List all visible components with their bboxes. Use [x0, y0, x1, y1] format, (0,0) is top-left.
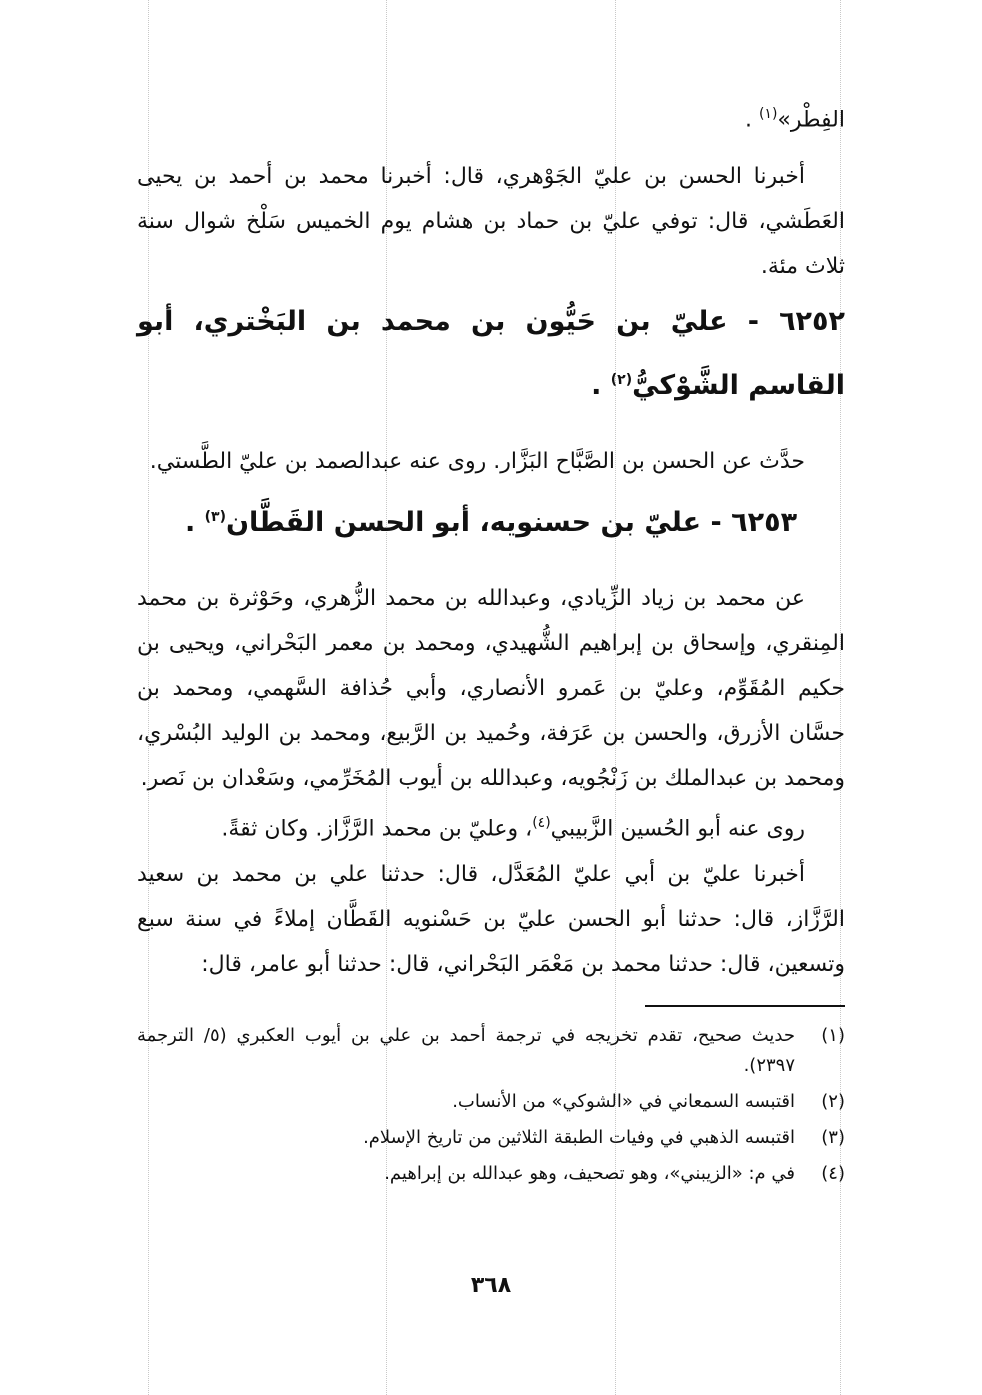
- page-number: ٣٦٨: [470, 1273, 512, 1298]
- footnote-ref-4[interactable]: (٤): [532, 815, 551, 832]
- footnotes: [137, 1021, 845, 1189]
- footnote-ref-2[interactable]: (٢): [610, 372, 633, 389]
- footnote-text: اقتبسه الذهبي في وفيات الطبقة الثلاثين من تاريخ الإسلام.: [363, 1126, 795, 1148]
- footnote-separator: [645, 1005, 845, 1007]
- entry-text-6252: حدَّث عن الحسن بن الصَّبَّاح البَزَّار. روى عنه عبدالصمد بن عليّ الطَّستي.: [149, 449, 805, 475]
- footnote-ref-3[interactable]: (٣): [204, 509, 226, 526]
- entry-title-end: .: [184, 507, 205, 539]
- entry-title-6253: ٦٢٥٣ - عليّ بن حسنويه، أبو الحسن القَطَّان: [225, 507, 798, 539]
- footnote-ref-1[interactable]: (١): [758, 106, 778, 122]
- page-content: [137, 92, 845, 1195]
- footnote-3: [137, 1123, 845, 1153]
- footnote-1: [137, 1021, 845, 1081]
- entry-heading-6253: [137, 488, 845, 552]
- top-fragment-end: .: [744, 107, 759, 133]
- footnote-number: (٤): [821, 1162, 845, 1184]
- entry-text-6253-isnad: أخبرنا عليّ بن أبي عليّ المُعَدَّل، قال: حدثنا علي بن محمد بن سعيد الرَّزَّاز، قال: حدثنا أبو الحسن عليّ بن حَسْنويه القَطَّان إملاءً في سنة سبع وتسعين، قال: حدثنا محمد بن مَعْمَر البَحْراني، قال: حدثنا أبو عامر، قال:: [137, 861, 845, 977]
- footnote-number: (٣): [821, 1126, 845, 1148]
- footnote-4: [137, 1159, 845, 1189]
- top-fragment-text: الفِطْر»: [777, 107, 845, 133]
- top-fragment: [137, 92, 845, 142]
- footnote-number: (٢): [821, 1090, 845, 1112]
- entry-text-6253-teachers: عن محمد بن زياد الزِّيادي، وعبدالله بن محمد الزُّهري، وحَوْثرة بن محمد المِنقري، وإسحاق بن إبراهيم الشُّهيدي، ومحمد بن معمر البَحْراني، ويحيى بن حكيم المُقَوِّم، وعليّ بن عَمرو الأنصاري، وأبي حُذافة السَّهمي، ومحمد بن حسَّان الأزرق، والحسن بن عَرَفة، وحُميد بن الرَّبيع، ومحمد بن الوليد البُسْري، ومحمد بن عبدالملك بن زَنْجُويه، وعبدالله بن أيوب المُخَرِّمي، وسَعْدان بن نَصر.: [137, 586, 845, 792]
- entry-text-6253-students: [137, 801, 845, 851]
- footnote-number: (١): [821, 1024, 845, 1046]
- footnote-text: في م: «الزيبني»، وهو تصحيف، وهو عبدالله بن إبراهيم.: [384, 1162, 795, 1184]
- footnote-text: اقتبسه السمعاني في «الشوكي» من الأنساب.: [452, 1090, 795, 1112]
- students-text: روى عنه أبو الحُسين الزَّبيبي: [550, 816, 805, 842]
- entry-title-6252: ٦٢٥٢ - عليّ بن حَيُّون بن محمد بن البَخْتري، أبو القاسم الشَّوْكيُّ: [137, 306, 845, 402]
- footnote-text: حديث صحيح، تقدم تخريجه في ترجمة أحمد بن علي بن أيوب العكبري (٥/ الترجمة ٢٣٩٧).: [137, 1024, 795, 1076]
- entry-title-end: .: [591, 370, 611, 402]
- footnote-2: [137, 1087, 845, 1117]
- paragraph-jawhari: أخبرنا الحسن بن عليّ الجَوْهري، قال: أخبرنا محمد بن أحمد بن يحيى العَطَشي، قال: توفي عليّ بن حماد بن هشام يوم الخميس سَلْخ شوال سنة ثلاث مئة.: [137, 164, 845, 280]
- entry-heading-6252: [137, 293, 845, 415]
- students-text-end: ، وعليّ بن محمد الرَّزَّاز. وكان ثقةً.: [221, 816, 533, 842]
